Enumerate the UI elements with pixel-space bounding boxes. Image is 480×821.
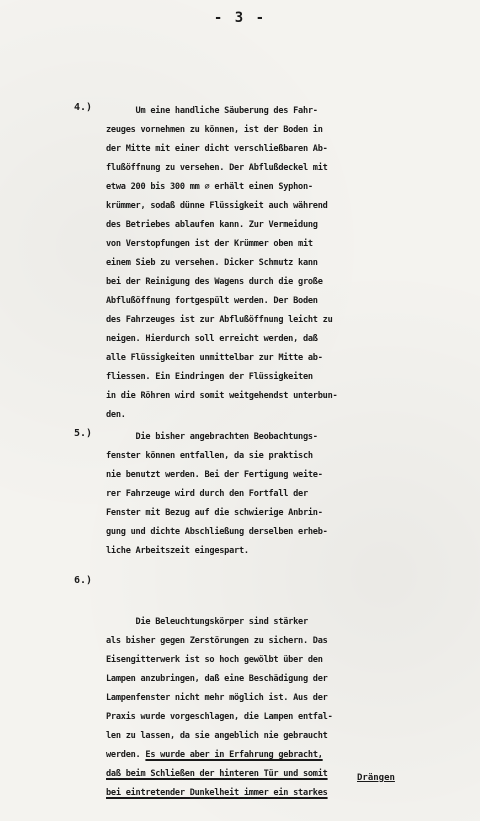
text-line: Die Beleuchtungskörper sind stärker: [106, 617, 308, 627]
text-line: zeuges vornehmen zu können, ist der Boden in: [106, 125, 323, 135]
text-line: flußöffnung zu versehen. Der Abflußdeckel mit: [106, 163, 328, 173]
text-line: als bisher gegen Zerstörungen zu sichern. Das: [106, 636, 328, 646]
text-line: nie benutzt werden. Bei der Fertigung weite-: [106, 470, 323, 480]
carry-over-word: Drängen: [357, 773, 395, 783]
page-number: - 3 -: [213, 10, 267, 26]
underlined-text: Es wurde aber in Erfahrung gebracht,: [145, 750, 323, 760]
text-line: Um eine handliche Säuberung des Fahr-: [106, 106, 318, 116]
text-line: len zu lassen, da sie angeblich nie gebraucht: [106, 731, 328, 741]
item-body: [106, 575, 462, 803]
text-line: rer Fahrzeuge wird durch den Fortfall der: [106, 489, 308, 499]
text-line: des Betriebes ablaufen kann. Zur Vermeidung: [106, 220, 318, 230]
text-line: des Fahrzeuges ist zur Abflußöffnung leicht zu: [106, 315, 333, 325]
underlined-text-line: daß beim Schließen der hinteren Tür und somit: [106, 769, 328, 779]
text-line: Abflußöffnung fortgespült werden. Der Boden: [106, 296, 318, 306]
text-line: alle Flüssigkeiten unmittelbar zur Mitte ab-: [106, 353, 323, 363]
text-line: fenster können entfallen, da sie praktisch: [106, 451, 313, 461]
item-number: 4.): [74, 102, 93, 113]
text-line: Praxis wurde vorgeschlagen, die Lampen entfal-: [106, 712, 333, 722]
text-fragment: werden.: [106, 750, 146, 760]
text-line: krümmer, sodaß dünne Flüssigkeit auch während: [106, 201, 328, 211]
text-line: Lampenfenster nicht mehr möglich ist. Aus der: [106, 693, 328, 703]
underlined-text-line: bei eintretender Dunkelheit immer ein starkes: [106, 788, 328, 798]
text-line: neigen. Hierdurch soll erreicht werden, daß: [106, 334, 318, 344]
text-line: fliessen. Ein Eindringen der Flüssigkeiten: [106, 372, 313, 382]
item-body: [106, 428, 462, 561]
text-line: Lampen anzubringen, daß eine Beschädigung der: [106, 674, 328, 684]
item-number: 6.): [74, 575, 93, 586]
item-number: 5.): [74, 428, 93, 439]
text-line: etwa 200 bis 300 mm ∅ erhält einen Syphon-: [106, 182, 313, 192]
text-line: liche Arbeitszeit eingespart.: [106, 546, 249, 556]
text-line: der Mitte mit einer dicht verschließbaren Ab-: [106, 144, 328, 154]
text-line: einem Sieb zu versehen. Dicker Schmutz kann: [106, 258, 318, 268]
text-line: gung und dichte Abschließung derselben erheb-: [106, 527, 328, 537]
text-line: Fenster mit Bezug auf die schwierige Anbrin-: [106, 508, 323, 518]
item-body: [106, 102, 462, 425]
text-line: von Verstopfungen ist der Krümmer oben mit: [106, 239, 313, 249]
text-line: in die Röhren wird somit weitgehendst unterbun-: [106, 391, 338, 401]
text-line: bei der Reinigung des Wagens durch die große: [106, 277, 323, 287]
text-line: Eisengitterwerk ist so hoch gewölbt über den: [106, 655, 323, 665]
text-line: den.: [106, 410, 126, 420]
text-line: [106, 746, 462, 765]
text-line: Die bisher angebrachten Beobachtungs-: [106, 432, 318, 442]
